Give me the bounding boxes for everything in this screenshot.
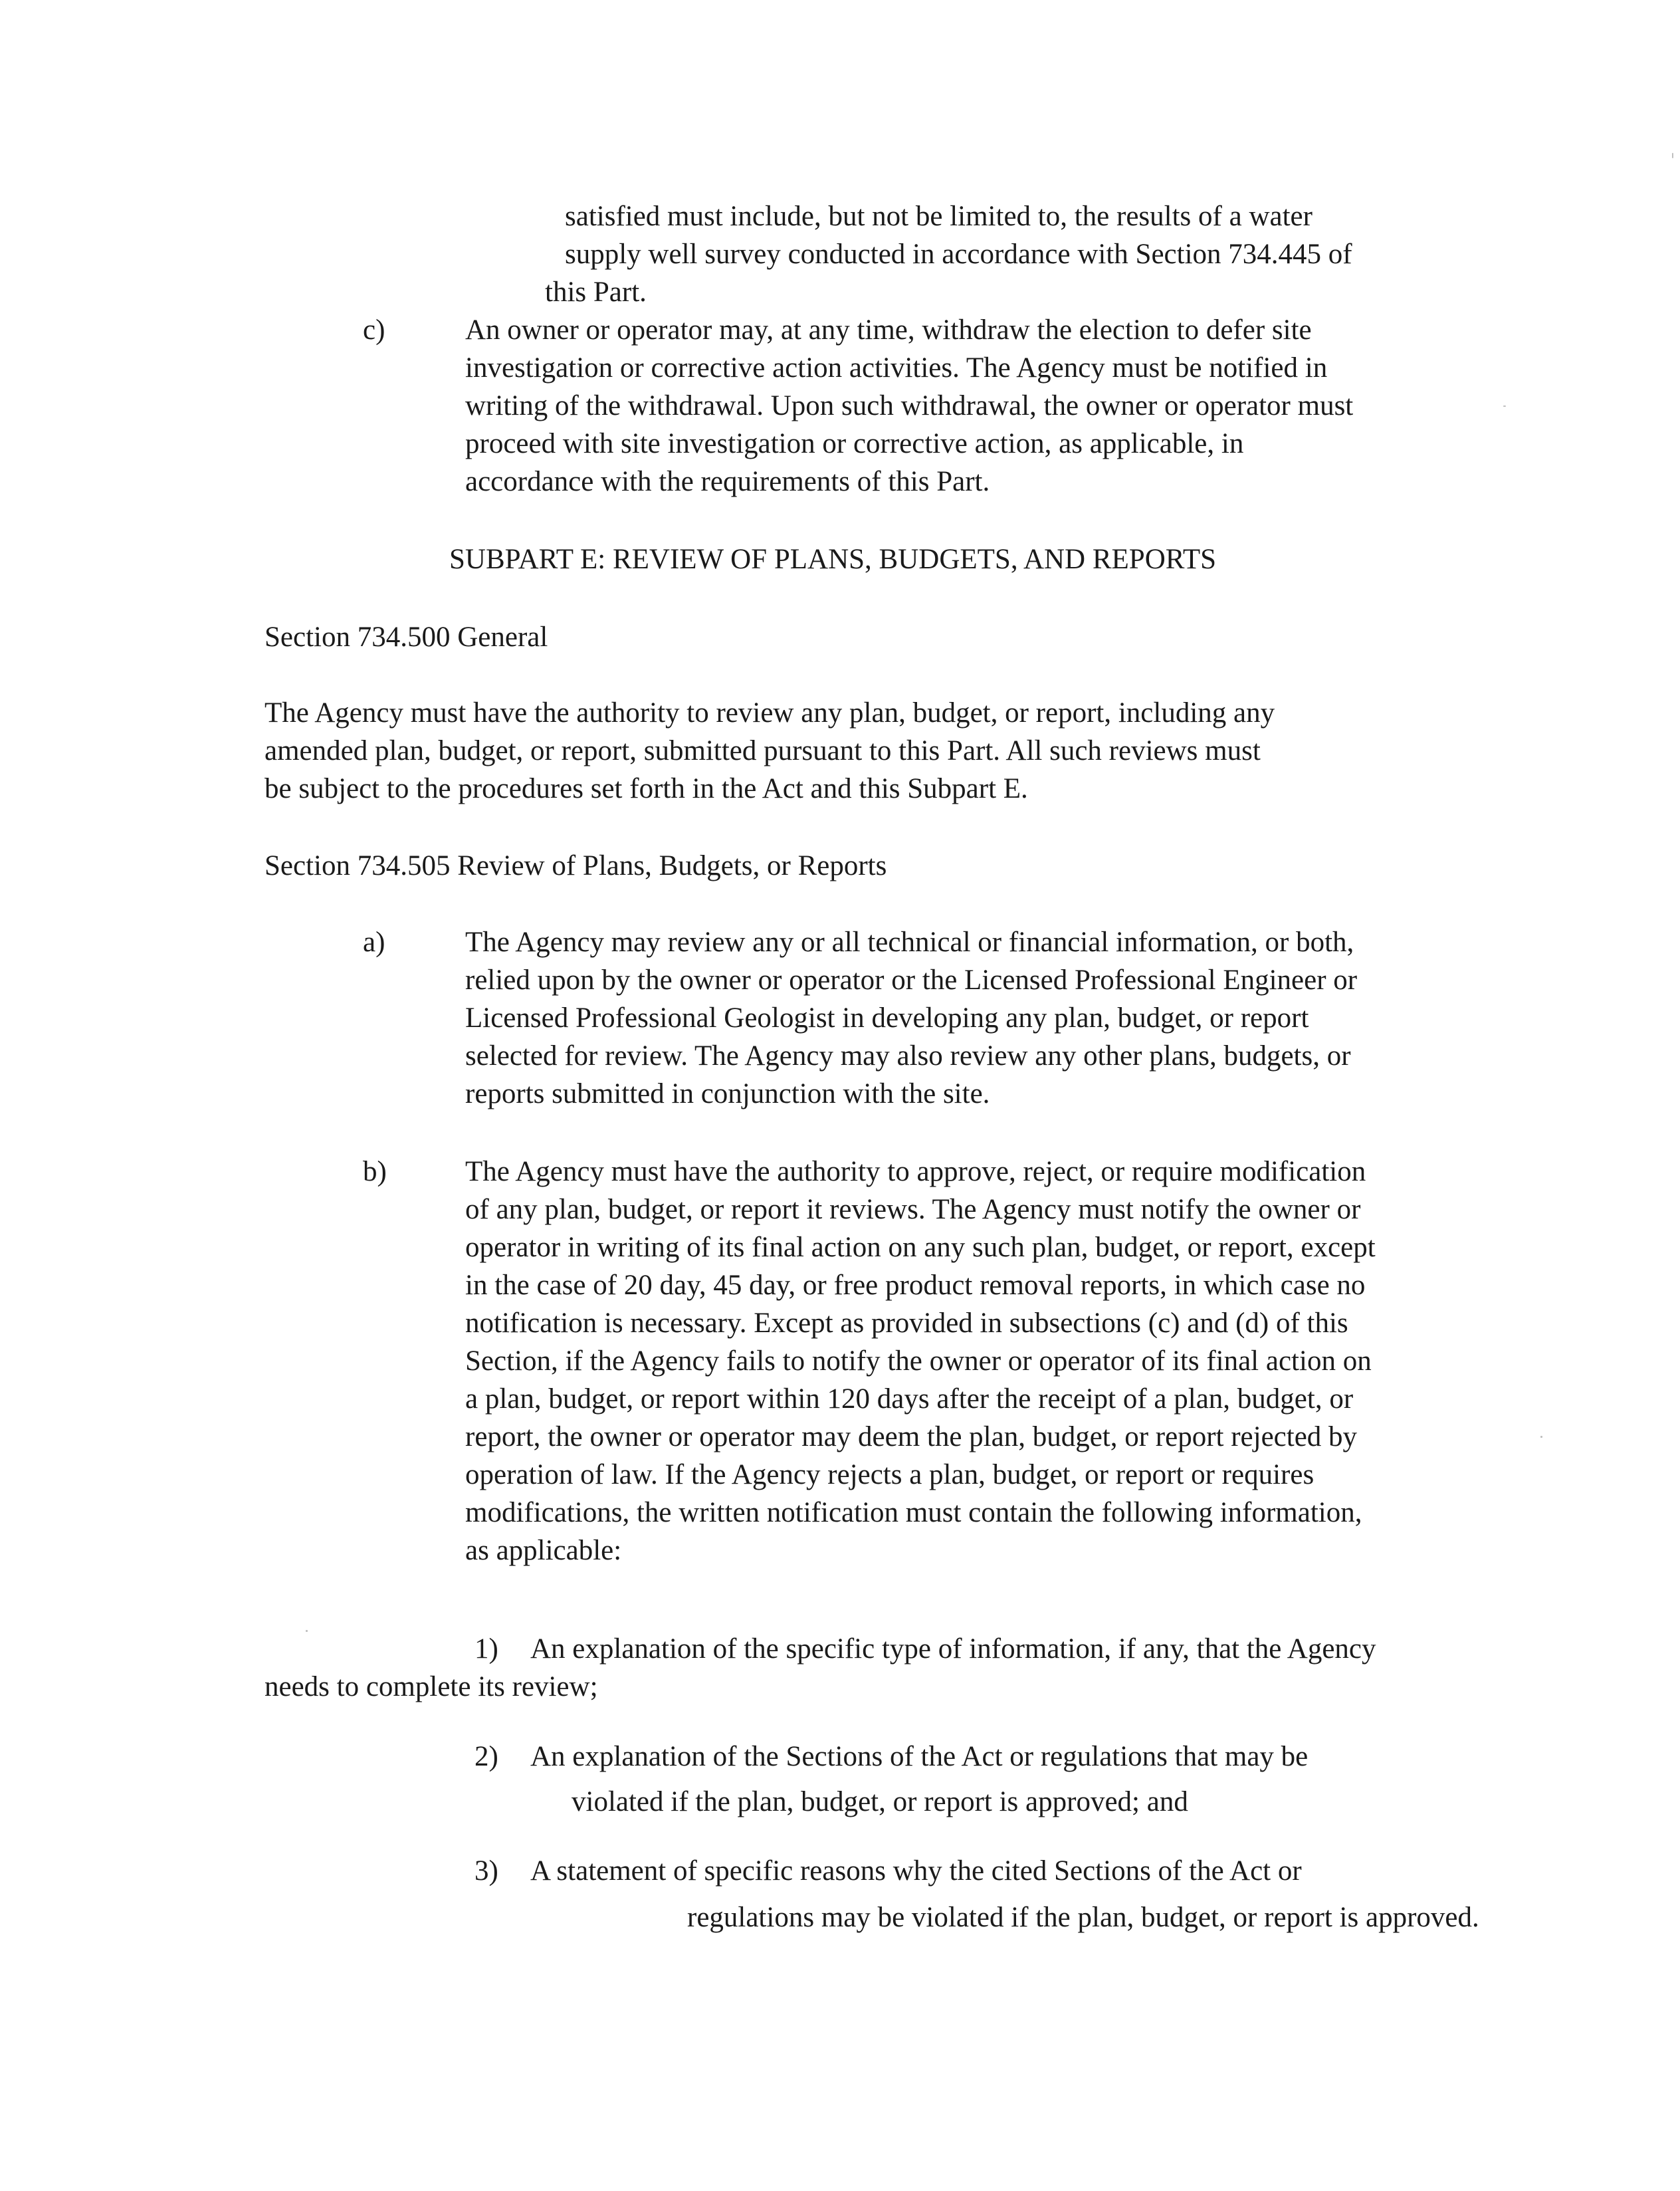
text-line: An explanation of the Sections of the Act or regulations that may be (530, 1741, 1309, 1772)
text-line: reports submitted in conjunction with the site. (465, 1078, 990, 1109)
text-line: A statement of specific reasons why the cited Sections of the Act or (530, 1855, 1302, 1887)
text-line: selected for review. The Agency may also review any other plans, budgets, or (465, 1040, 1351, 1072)
text-line: this Part. (545, 277, 647, 308)
text-line: writing of the withdrawal. Upon such withdrawal, the owner or operator must (465, 390, 1354, 421)
text-line: proceed with site investigation or corrective action, as applicable, in (465, 428, 1244, 459)
text-line: The Agency must have the authority to approve, reject, or require modification (465, 1156, 1366, 1187)
text-line: violated if the plan, budget, or report is approved; and (572, 1786, 1188, 1817)
list-marker: 3) (474, 1855, 498, 1887)
list-marker: c) (363, 314, 385, 346)
list-marker: 2) (474, 1741, 498, 1772)
text-line: regulations may be violated if the plan, budget, or report is approved. (687, 1902, 1479, 1933)
text-line: Licensed Professional Geologist in developing any plan, budget, or report (465, 1002, 1309, 1034)
text-line: accordance with the requirements of this Part. (465, 466, 990, 497)
text-line: a plan, budget, or report within 120 days after the receipt of a plan, budget, or (465, 1383, 1354, 1415)
section-heading: Section 734.505 Review of Plans, Budgets, or Reports (264, 850, 887, 881)
text-line: operation of law. If the Agency rejects a plan, budget, or report or requires (465, 1459, 1314, 1490)
list-marker: b) (363, 1156, 387, 1187)
scan-speck (306, 1630, 308, 1632)
text-line: be subject to the procedures set forth in the Act and this Subpart E. (264, 773, 1028, 804)
list-marker: a) (363, 927, 385, 958)
subpart-heading: SUBPART E: REVIEW OF PLANS, BUDGETS, AND REPORTS (449, 544, 1217, 575)
text-line: of any plan, budget, or report it reviews. The Agency must notify the owner or (465, 1194, 1361, 1225)
section-heading: Section 734.500 General (264, 622, 548, 653)
text-line: supply well survey conducted in accordance with Section 734.445 of (565, 239, 1352, 270)
text-line: as applicable: (465, 1535, 622, 1566)
text-line: relied upon by the owner or operator or the Licensed Professional Engineer or (465, 965, 1358, 996)
text-line: satisfied must include, but not be limited to, the results of a water (565, 201, 1312, 232)
scan-speck (1540, 1436, 1542, 1438)
text-line: An explanation of the specific type of information, if any, that the Agency (530, 1633, 1376, 1665)
text-line: in the case of 20 day, 45 day, or free product removal reports, in which case no (465, 1270, 1366, 1301)
text-line: needs to complete its review; (264, 1671, 598, 1702)
list-marker: 1) (474, 1633, 498, 1665)
text-line: modifications, the written notification must contain the following information, (465, 1497, 1362, 1528)
text-line: The Agency must have the authority to review any plan, budget, or report, including any (264, 697, 1275, 729)
text-line: The Agency may review any or all technical or financial information, or both, (465, 927, 1354, 958)
text-line: Section, if the Agency fails to notify the owner or operator of its final action on (465, 1345, 1372, 1377)
scan-speck (1503, 405, 1506, 407)
text-line: notification is necessary. Except as provided in subsections (c) and (d) of this (465, 1308, 1348, 1339)
text-line: amended plan, budget, or report, submitted pursuant to this Part. All such reviews must (264, 735, 1261, 766)
text-line: investigation or corrective action activities. The Agency must be notified in (465, 352, 1328, 384)
text-line: operator in writing of its final action on any such plan, budget, or report, except (465, 1232, 1376, 1263)
scan-speck (1672, 153, 1673, 158)
text-line: report, the owner or operator may deem the plan, budget, or report rejected by (465, 1421, 1358, 1452)
text-line: An owner or operator may, at any time, withdraw the election to defer site (465, 314, 1312, 346)
